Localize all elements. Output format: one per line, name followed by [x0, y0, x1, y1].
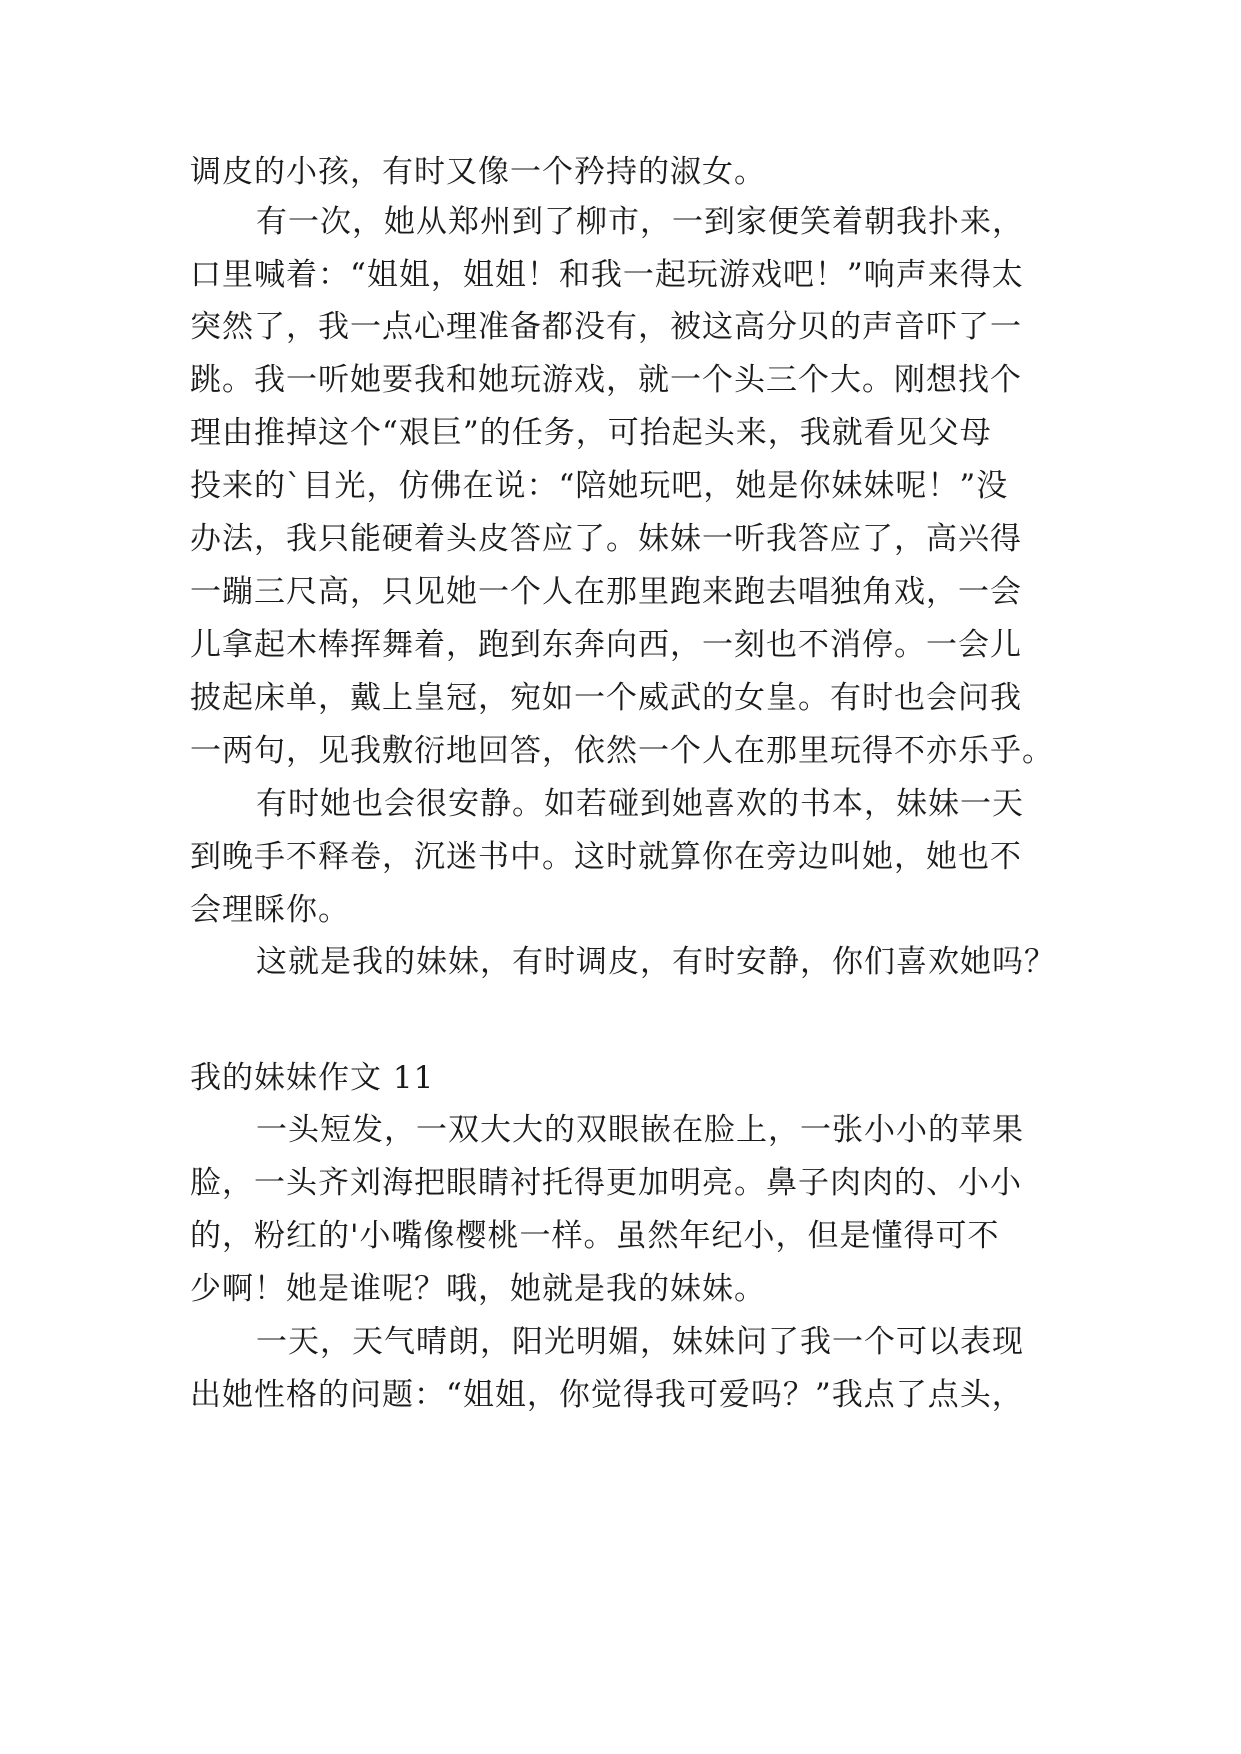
- section-heading: 我的妹妹作文 11: [190, 1060, 435, 1096]
- text-line: 脸，一头齐刘海把眼睛衬托得更加明亮。鼻子肉肉的、小小: [190, 1165, 1022, 1201]
- text-line: 披起床单，戴上皇冠，宛如一个威武的女皇。有时也会问我: [190, 680, 1022, 716]
- text-line: 一蹦三尺高，只见她一个人在那里跑来跑去唱独角戏，一会: [190, 574, 1022, 610]
- text-line: 理由推掉这个“艰巨”的任务，可抬起头来，我就看见父母: [190, 415, 992, 451]
- text-line: 儿拿起木棒挥舞着，跑到东奔向西，一刻也不消停。一会儿: [190, 627, 1022, 663]
- paragraph-start-line: 这就是我的妹妹，有时调皮，有时安静，你们喜欢她吗？: [256, 944, 1056, 980]
- text-line: 办法，我只能硬着头皮答应了。妹妹一听我答应了，高兴得: [190, 521, 1022, 557]
- paragraph-start-line: 一天，天气晴朗，阳光明媚，妹妹问了我一个可以表现: [256, 1324, 1024, 1360]
- text-line: 少啊！她是谁呢？哦，她就是我的妹妹。: [190, 1271, 766, 1307]
- text-line: 一两句，见我敷衍地回答，依然一个人在那里玩得不亦乐乎。: [190, 733, 1054, 769]
- paragraph-start-line: 有时她也会很安静。如若碰到她喜欢的书本，妹妹一天: [256, 786, 1024, 822]
- text-line: 口里喊着：“姐姐，姐姐！和我一起玩游戏吧！”响声来得太: [190, 257, 1024, 293]
- text-line: 出她性格的问题：“姐姐，你觉得我可爱吗？”我点了点头，: [190, 1377, 1024, 1413]
- text-line: 跳。我一听她要我和她玩游戏，就一个头三个大。刚想找个: [190, 362, 1022, 398]
- text-line: 会理睬你。: [190, 892, 350, 928]
- text-line: 到晚手不释卷，沉迷书中。这时就算你在旁边叫她，她也不: [190, 839, 1022, 875]
- paragraph-start-line: 一头短发，一双大大的双眼嵌在脸上，一张小小的苹果: [256, 1112, 1024, 1148]
- text-line: 的，粉红的'小嘴像樱桃一样。虽然年纪小，但是懂得可不: [190, 1218, 1000, 1254]
- text-line: 调皮的小孩，有时又像一个矜持的淑女。: [190, 154, 766, 190]
- text-line: 投来的`目光，仿佛在说：“陪她玩吧，她是你妹妹呢！”没: [190, 468, 1009, 504]
- text-line: 突然了，我一点心理准备都没有，被这高分贝的声音吓了一: [190, 309, 1022, 345]
- paragraph-start-line: 有一次，她从郑州到了柳市，一到家便笑着朝我扑来，: [256, 204, 1024, 240]
